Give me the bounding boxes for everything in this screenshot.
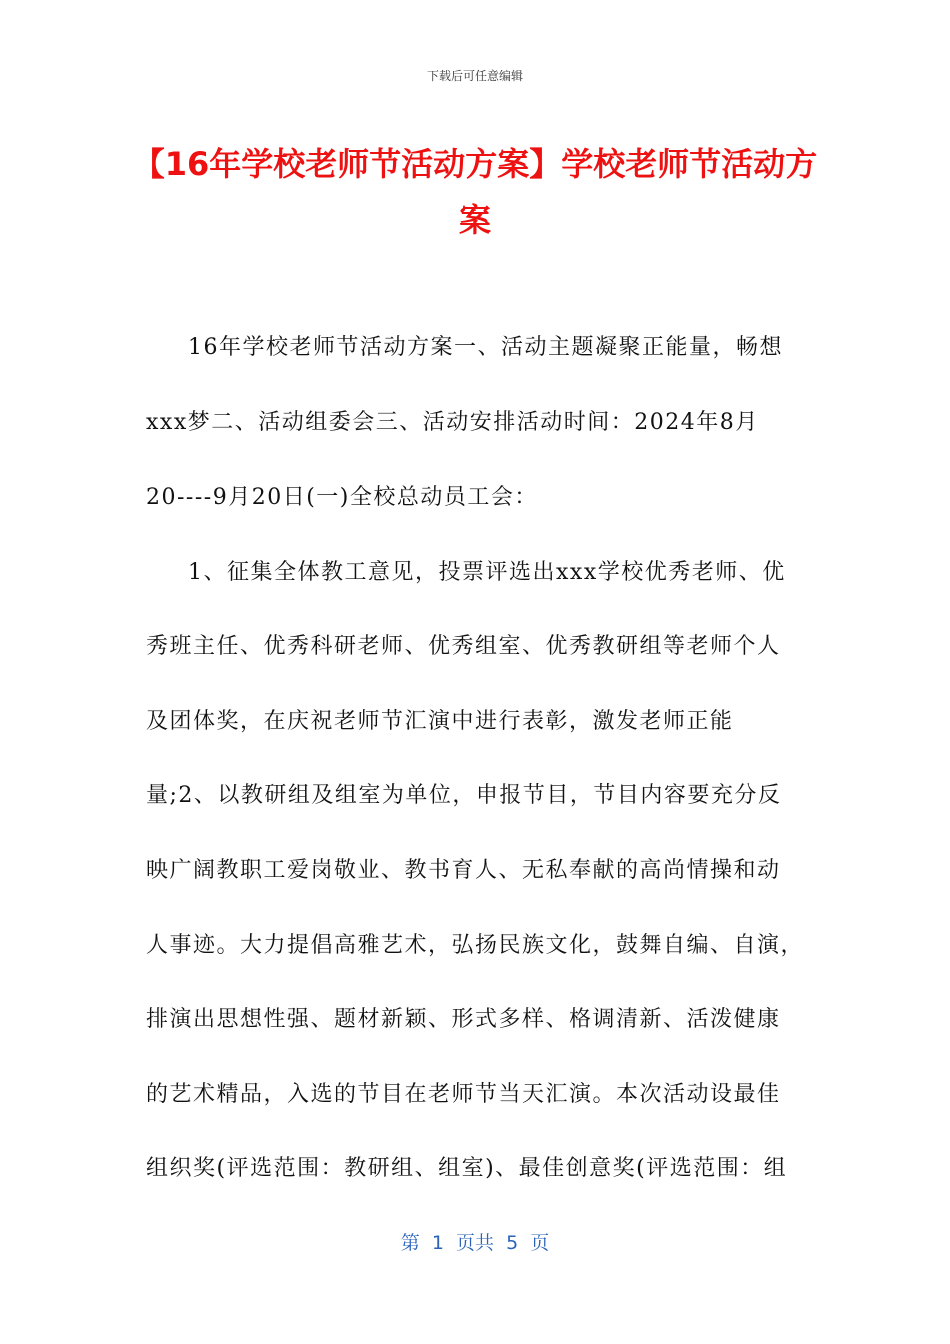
paragraph-line: 映广阔教职工爱岗敬业、教书育人、无私奉献的高尚情操和动 [146, 858, 781, 883]
paragraph-line: 及团体奖，在庆祝老师节汇演中进行表彰，激发老师正能 [146, 709, 734, 734]
paragraph-line: 组织奖(评选范围：教研组、组室)、最佳创意奖(评选范围：组 [146, 1156, 788, 1181]
paragraph-line: 人事迹。大力提倡高雅艺术，弘扬民族文化，鼓舞自编、自演， [146, 933, 805, 958]
page-header-note: 下载后可任意编辑 [426, 69, 523, 83]
paragraph-line: 的艺术精品，入选的节目在老师节当天汇演。本次活动设最佳 [146, 1082, 781, 1107]
paragraph-line: 20----9月20日(一)全校总动员工会： [146, 485, 538, 510]
paragraph-line: 量;2、以教研组及组室为单位，申报节目，节目内容要充分反 [146, 783, 782, 808]
paragraph-line: 排演出思想性强、题材新颖、形式多样、格调清新、活泼健康 [146, 1007, 781, 1032]
paragraph-line: 16年学校老师节活动方案一、活动主题凝聚正能量，畅想 [188, 335, 783, 360]
paragraph-line: 秀班主任、优秀科研老师、优秀组室、优秀教研组等老师个人 [146, 634, 781, 659]
document-title: 【16年学校老师节活动方案】学校老师节活动方案 [132, 145, 818, 239]
page-number-footer: 第 1 页共 5 页 [400, 1232, 550, 1254]
paragraph-line: 1、征集全体教工意见，投票评选出xxx学校优秀老师、优 [188, 560, 786, 585]
paragraph-line: xxx梦二、活动组委会三、活动安排活动时间：2024年8月 [146, 410, 759, 435]
